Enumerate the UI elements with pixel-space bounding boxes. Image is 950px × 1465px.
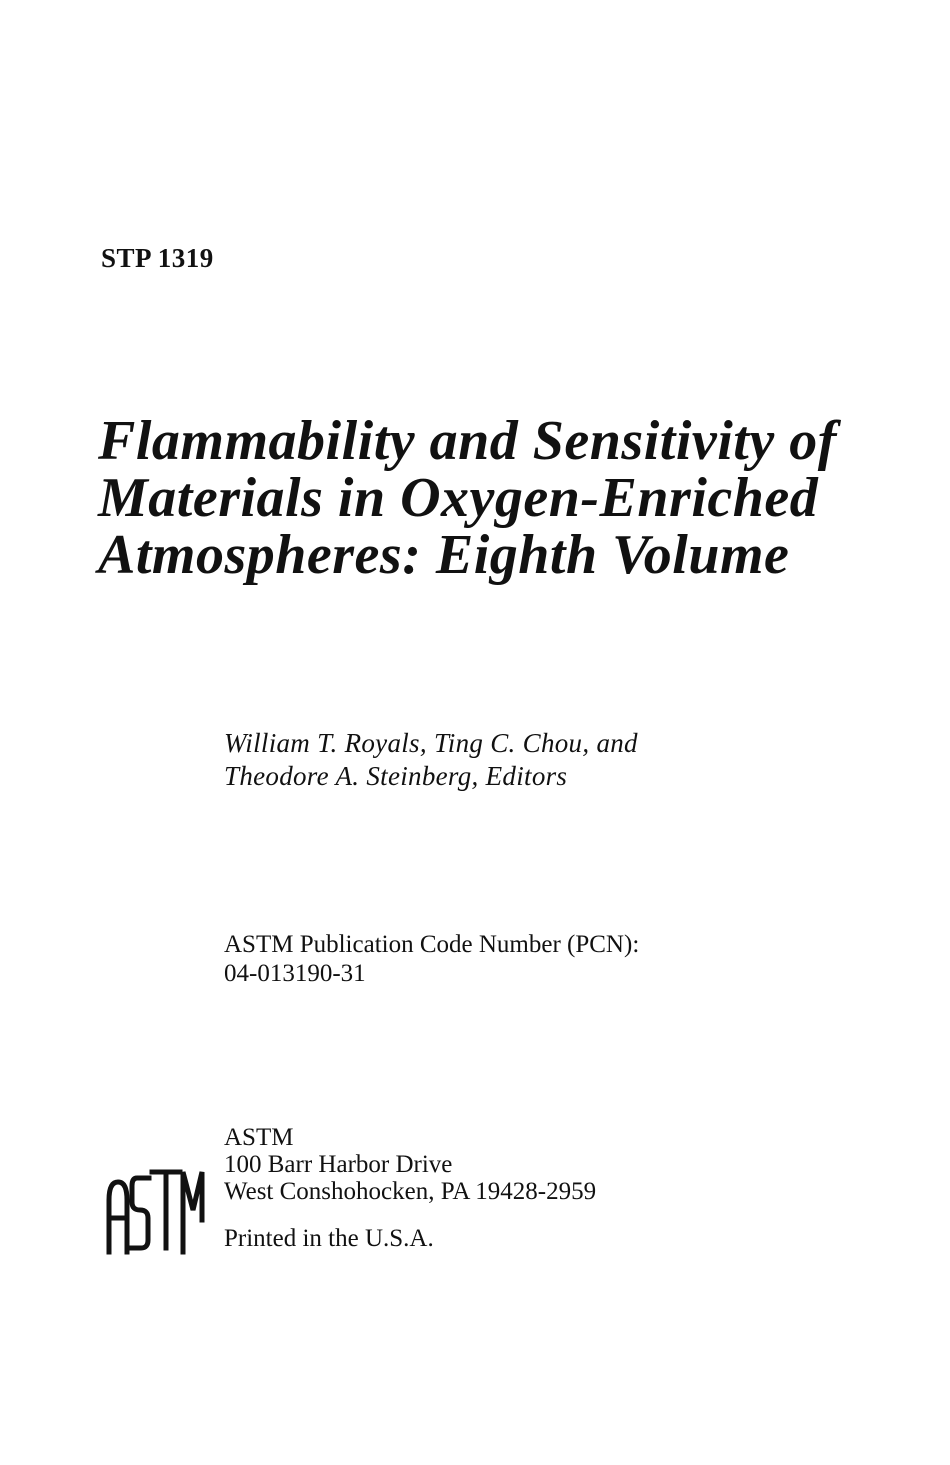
- book-title-line-3: Atmospheres: Eighth Volume: [98, 524, 790, 586]
- publisher-city: West Conshohocken, PA 19428-2959: [224, 1178, 597, 1205]
- book-title: [98, 410, 918, 586]
- series-number: STP 1319: [101, 243, 214, 273]
- printed-location: Printed in the U.S.A.: [224, 1225, 434, 1252]
- publication-code: [224, 930, 639, 988]
- publication-code-label: ASTM Publication Code Number (PCN):: [224, 931, 640, 958]
- editors-line-1: William T. Royals, Ting C. Chou, and: [224, 728, 638, 758]
- book-title-line-1: Flammability and Sensitivity of: [98, 410, 837, 472]
- editors-credit: [224, 727, 638, 793]
- publisher-address: [224, 1124, 596, 1252]
- publisher-street: 100 Barr Harbor Drive: [224, 1151, 453, 1178]
- astm-logo-icon: [105, 1160, 205, 1260]
- publisher-name: ASTM: [224, 1124, 294, 1151]
- book-title-line-2: Materials in Oxygen-Enriched: [98, 467, 819, 529]
- editors-line-2: Theodore A. Steinberg, Editors: [224, 761, 568, 791]
- publication-code-value: 04-013190-31: [224, 960, 366, 987]
